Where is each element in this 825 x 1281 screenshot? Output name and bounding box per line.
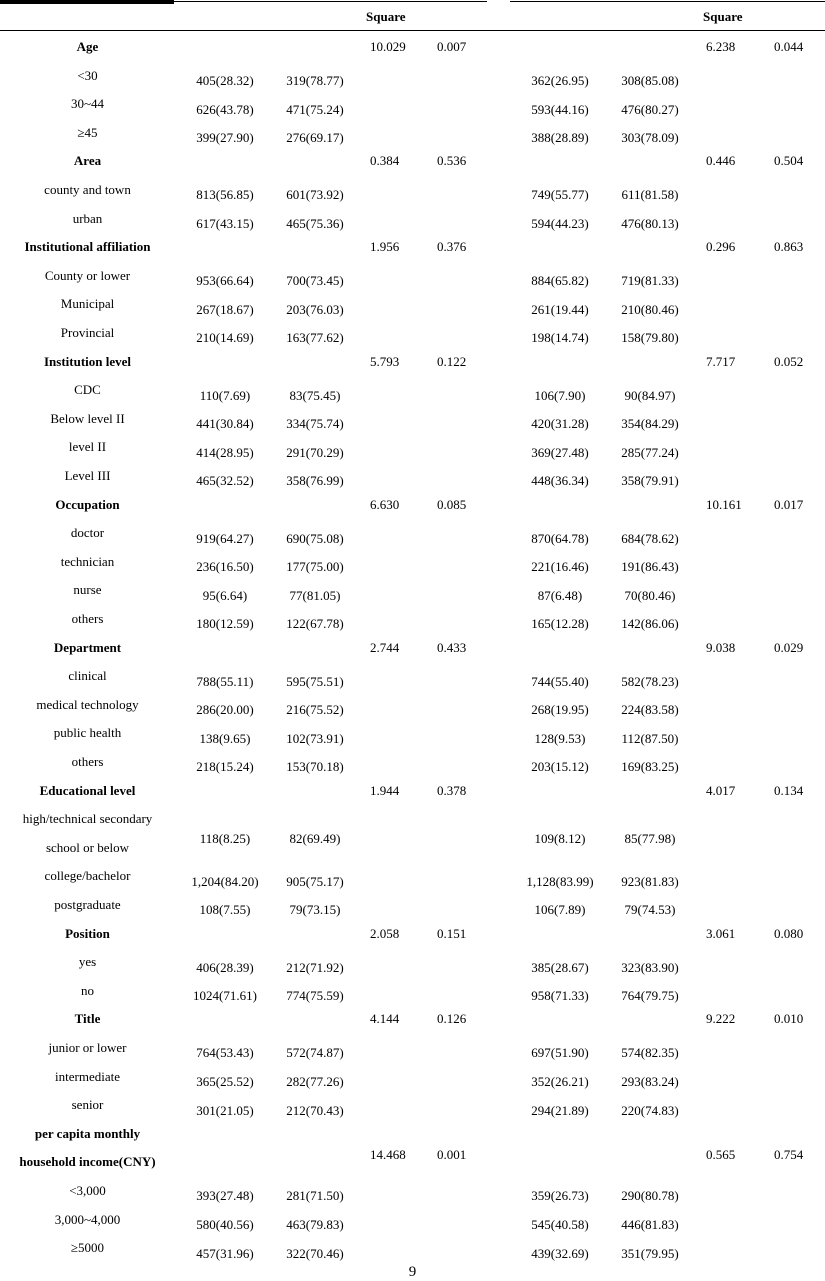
cell-count-4: 142(86.06) — [621, 616, 679, 632]
cell-count-2: 203(76.03) — [286, 301, 344, 317]
row-label: ≥45 — [77, 124, 98, 140]
cell-count-1: 218(15.24) — [196, 759, 254, 775]
square-header-left: Square — [366, 9, 406, 24]
cell-count-2: 281(71.50) — [286, 1188, 344, 1204]
cell-count-1: 95(6.64) — [202, 587, 248, 603]
cell-count-3: 749(55.77) — [531, 187, 589, 203]
chi-square-1: 2.058 — [370, 925, 400, 941]
row-label: doctor — [70, 525, 105, 541]
p-value-1: 0.433 — [437, 639, 467, 655]
chi-square-1: 5.793 — [370, 353, 400, 369]
cell-count-1: 399(27.90) — [196, 130, 254, 146]
p-value-1: 0.151 — [437, 925, 467, 941]
chi-square-2: 0.296 — [706, 239, 736, 255]
p-value-2: 0.080 — [774, 925, 804, 941]
cell-count-4: 85(77.98) — [624, 830, 676, 846]
cell-count-1: 465(32.52) — [196, 473, 254, 489]
row-label: others — [71, 611, 104, 626]
chi-square-1: 10.029 — [370, 39, 406, 54]
square-header-right: Square — [703, 9, 743, 24]
cell-count-2: 322(70.46) — [286, 1245, 344, 1261]
cell-count-3: 106(7.90) — [534, 387, 586, 403]
cell-count-2: 291(70.29) — [286, 444, 344, 460]
cell-count-3: 958(71.33) — [531, 988, 589, 1004]
cell-count-2: 102(73.91) — [286, 730, 344, 746]
p-value-1: 0.122 — [437, 353, 467, 369]
p-value-1: 0.007 — [437, 39, 467, 54]
p-value-2: 0.010 — [774, 1011, 804, 1027]
chi-square-1: 1.944 — [370, 782, 400, 798]
p-value-2: 0.029 — [774, 639, 804, 655]
cell-count-1: 626(43.78) — [196, 101, 254, 117]
row-label: others — [71, 754, 104, 769]
chi-square-1: 0.384 — [370, 153, 400, 169]
row-label: urban — [72, 210, 103, 226]
cell-count-1: 301(21.05) — [196, 1102, 254, 1118]
cell-count-2: 282(77.26) — [286, 1073, 344, 1089]
chi-square-1: 14.468 — [370, 1147, 406, 1163]
top-rule-thick — [0, 0, 174, 4]
cell-count-4: 293(83.24) — [621, 1073, 679, 1089]
row-label: Institution level — [43, 353, 132, 369]
row-label: County or lower — [44, 267, 131, 283]
cell-count-2: 471(75.24) — [286, 101, 344, 117]
cell-count-1: 110(7.69) — [199, 387, 251, 403]
row-label: medical technology — [36, 696, 139, 712]
cell-count-4: 476(80.13) — [621, 215, 679, 231]
cell-count-2: 463(79.83) — [286, 1216, 344, 1232]
row-label: 30~44 — [70, 96, 105, 112]
row-label: no — [81, 982, 94, 998]
cell-count-4: 308(85.08) — [621, 72, 679, 88]
cell-count-3: 369(27.48) — [531, 444, 589, 460]
cell-count-2: 276(69.17) — [286, 130, 344, 146]
cell-count-3: 593(44.16) — [531, 101, 589, 117]
cell-count-3: 884(65.82) — [531, 273, 589, 289]
cell-count-4: 210(80.46) — [621, 301, 679, 317]
row-label: public health — [53, 725, 122, 741]
cell-count-3: 545(40.58) — [531, 1216, 589, 1232]
cell-count-4: 354(84.29) — [621, 416, 679, 432]
row-label: Institutional affiliation — [24, 239, 151, 255]
chi-square-2: 0.446 — [706, 153, 736, 169]
row-label: level II — [68, 439, 107, 455]
cell-count-3: 439(32.69) — [531, 1245, 589, 1261]
row-label: Area — [73, 153, 102, 169]
chi-square-1: 6.630 — [370, 496, 400, 512]
cell-count-4: 169(83.25) — [621, 759, 679, 775]
cell-count-1: 406(28.39) — [196, 959, 254, 975]
cell-count-3: 294(21.89) — [531, 1102, 589, 1118]
row-label: high/technical secondary — [22, 811, 153, 827]
cell-count-2: 153(70.18) — [286, 759, 344, 775]
row-label: Provincial — [60, 325, 115, 340]
cell-count-3: 106(7.89) — [534, 902, 586, 918]
cell-count-3: 261(19.44) — [531, 301, 589, 317]
cell-count-3: 87(6.48) — [537, 587, 583, 603]
cell-count-1: 393(27.48) — [196, 1188, 254, 1204]
cell-count-4: 220(74.83) — [621, 1102, 679, 1118]
row-label: Department — [53, 639, 122, 655]
p-value-1: 0.001 — [437, 1147, 467, 1163]
cell-count-3: 165(12.28) — [531, 616, 589, 632]
cell-count-4: 719(81.33) — [621, 273, 679, 289]
cell-count-1: 210(14.69) — [196, 330, 254, 346]
cell-count-2: 79(73.15) — [289, 902, 341, 918]
row-label: Position — [65, 925, 110, 941]
cell-count-3: 388(28.89) — [531, 130, 589, 146]
p-value-2: 0.754 — [774, 1147, 804, 1163]
cell-count-4: 191(86.43) — [621, 559, 679, 575]
cell-count-1: 108(7.55) — [199, 902, 251, 918]
cell-count-1: 617(43.15) — [196, 215, 254, 231]
p-value-1: 0.085 — [437, 496, 467, 512]
row-label: Below level II — [50, 410, 125, 426]
cell-count-3: 362(26.95) — [531, 72, 589, 88]
p-value-2: 0.134 — [774, 782, 804, 798]
cell-count-1: 267(18.67) — [196, 301, 254, 317]
cell-count-4: 158(79.80) — [621, 330, 679, 346]
cell-count-4: 684(78.62) — [621, 530, 679, 546]
cell-count-3: 870(64.78) — [531, 530, 589, 546]
chi-square-2: 10.161 — [706, 496, 742, 512]
cell-count-3: 128(9.53) — [534, 730, 586, 746]
cell-count-3: 385(28.67) — [531, 959, 589, 975]
p-value-2: 0.044 — [774, 39, 804, 54]
cell-count-2: 905(75.17) — [286, 873, 344, 889]
cell-count-2: 177(75.00) — [286, 559, 344, 575]
p-value-1: 0.378 — [437, 782, 467, 798]
cell-count-1: 788(55.11) — [196, 673, 254, 689]
cell-count-4: 70(80.46) — [624, 587, 676, 603]
cell-count-1: 457(31.96) — [196, 1245, 254, 1261]
cell-count-2: 690(75.08) — [286, 530, 344, 546]
cell-count-1: 441(30.84) — [196, 416, 254, 432]
top-rule-right — [510, 1, 825, 2]
top-rule-left — [174, 1, 487, 2]
row-label-line2: household income(CNY) — [19, 1154, 156, 1170]
cell-count-2: 572(74.87) — [286, 1045, 344, 1061]
row-label-line2: school or below — [45, 839, 130, 855]
row-label: clinical — [68, 668, 107, 684]
cell-count-3: 1,128(83.99) — [526, 873, 594, 889]
row-label: CDC — [74, 382, 101, 398]
cell-count-4: 446(81.83) — [621, 1216, 679, 1232]
row-label: college/bachelor — [44, 868, 131, 884]
page-number: 9 — [408, 1264, 417, 1280]
cell-count-4: 323(83.90) — [621, 959, 679, 975]
cell-count-4: 285(77.24) — [621, 444, 679, 460]
cell-count-1: 764(53.43) — [196, 1045, 254, 1061]
cell-count-1: 405(28.32) — [196, 72, 254, 88]
cell-count-3: 420(31.28) — [531, 416, 589, 432]
cell-count-1: 813(56.85) — [196, 187, 254, 203]
chi-square-2: 3.061 — [706, 925, 736, 941]
cell-count-4: 351(79.95) — [621, 1245, 679, 1261]
cell-count-4: 90(84.97) — [624, 387, 676, 403]
cell-count-1: 365(25.52) — [196, 1073, 254, 1089]
cell-count-1: 414(28.95) — [196, 444, 254, 460]
p-value-2: 0.863 — [774, 239, 804, 255]
row-label: junior or lower — [48, 1040, 127, 1055]
cell-count-4: 574(82.35) — [621, 1045, 679, 1061]
row-label: <30 — [77, 67, 98, 83]
cell-count-2: 358(76.99) — [286, 473, 344, 489]
header-rule — [0, 30, 825, 31]
row-label: Educational level — [39, 782, 136, 798]
cell-count-2: 82(69.49) — [289, 830, 341, 846]
chi-square-2: 4.017 — [706, 782, 736, 798]
row-label: Occupation — [55, 496, 120, 512]
cell-count-4: 358(79.91) — [621, 473, 679, 489]
p-value-1: 0.126 — [437, 1011, 467, 1027]
row-label: Title — [74, 1011, 101, 1027]
cell-count-3: 697(51.90) — [531, 1045, 589, 1061]
cell-count-1: 1,204(84.20) — [191, 873, 259, 889]
cell-count-2: 465(75.36) — [286, 215, 344, 231]
cell-count-4: 112(87.50) — [621, 730, 679, 746]
cell-count-1: 953(66.64) — [196, 273, 254, 289]
chi-square-2: 0.565 — [706, 1147, 736, 1163]
cell-count-4: 290(80.78) — [621, 1188, 679, 1204]
cell-count-3: 594(44.23) — [531, 215, 589, 231]
p-value-1: 0.536 — [437, 153, 467, 169]
row-label: yes — [78, 954, 97, 970]
row-label: technician — [60, 553, 115, 569]
p-value-2: 0.052 — [774, 353, 804, 369]
cell-count-2: 334(75.74) — [286, 416, 344, 432]
row-label: senior — [71, 1097, 104, 1113]
row-label: Municipal — [60, 296, 115, 312]
cell-count-2: 319(78.77) — [286, 72, 344, 88]
chi-square-1: 2.744 — [370, 639, 400, 655]
cell-count-2: 83(75.45) — [289, 387, 341, 403]
cell-count-4: 303(78.09) — [621, 130, 679, 146]
row-label: <3,000 — [69, 1183, 106, 1198]
row-label: Level III — [64, 468, 111, 483]
cell-count-3: 448(36.34) — [531, 473, 589, 489]
chi-square-1: 4.144 — [370, 1011, 400, 1027]
cell-count-1: 138(9.65) — [199, 730, 251, 746]
cell-count-2: 700(73.45) — [286, 273, 344, 289]
chi-square-2: 7.717 — [706, 353, 736, 369]
cell-count-4: 611(81.58) — [621, 187, 679, 203]
cell-count-4: 79(74.53) — [624, 902, 676, 918]
cell-count-4: 476(80.27) — [621, 101, 679, 117]
cell-count-2: 163(77.62) — [286, 330, 344, 346]
cell-count-1: 180(12.59) — [196, 616, 254, 632]
p-value-1: 0.376 — [437, 239, 467, 255]
row-label: Age — [76, 39, 99, 54]
cell-count-3: 198(14.74) — [531, 330, 589, 346]
row-label: per capita monthly — [34, 1125, 141, 1141]
cell-count-1: 286(20.00) — [196, 702, 254, 718]
cell-count-2: 595(75.51) — [286, 673, 344, 689]
cell-count-2: 212(70.43) — [286, 1102, 344, 1118]
chi-square-1: 1.956 — [370, 239, 400, 255]
row-label: nurse — [73, 582, 102, 598]
cell-count-2: 77(81.05) — [289, 587, 341, 603]
p-value-2: 0.017 — [774, 496, 804, 512]
cell-count-4: 224(83.58) — [621, 702, 679, 718]
p-value-2: 0.504 — [774, 153, 804, 169]
row-label: county and town — [44, 182, 131, 197]
cell-count-3: 268(19.95) — [531, 702, 589, 718]
cell-count-3: 352(26.21) — [531, 1073, 589, 1089]
row-label: ≥5000 — [70, 1240, 105, 1256]
chi-square-2: 9.222 — [706, 1011, 736, 1027]
cell-count-4: 923(81.83) — [621, 873, 679, 889]
cell-count-2: 216(75.52) — [286, 702, 344, 718]
cell-count-2: 774(75.59) — [286, 988, 344, 1004]
cell-count-4: 582(78.23) — [621, 673, 679, 689]
row-label: intermediate — [55, 1068, 120, 1084]
cell-count-3: 359(26.73) — [531, 1188, 589, 1204]
chi-square-2: 6.238 — [706, 39, 736, 54]
cell-count-3: 744(55.40) — [531, 673, 589, 689]
cell-count-4: 764(79.75) — [621, 988, 679, 1004]
cell-count-2: 601(73.92) — [286, 187, 344, 203]
row-label: postgraduate — [54, 897, 121, 912]
cell-count-1: 580(40.56) — [196, 1216, 254, 1232]
cell-count-1: 118(8.25) — [199, 830, 251, 846]
cell-count-1: 236(16.50) — [196, 559, 254, 575]
row-label: 3,000~4,000 — [54, 1211, 121, 1227]
cell-count-2: 122(67.78) — [286, 616, 344, 632]
cell-count-3: 109(8.12) — [534, 830, 586, 846]
cell-count-1: 919(64.27) — [196, 530, 254, 546]
chi-square-2: 9.038 — [706, 639, 736, 655]
cell-count-1: 1024(71.61) — [193, 988, 257, 1004]
cell-count-3: 203(15.12) — [531, 759, 589, 775]
cell-count-2: 212(71.92) — [286, 959, 344, 975]
cell-count-3: 221(16.46) — [531, 559, 589, 575]
